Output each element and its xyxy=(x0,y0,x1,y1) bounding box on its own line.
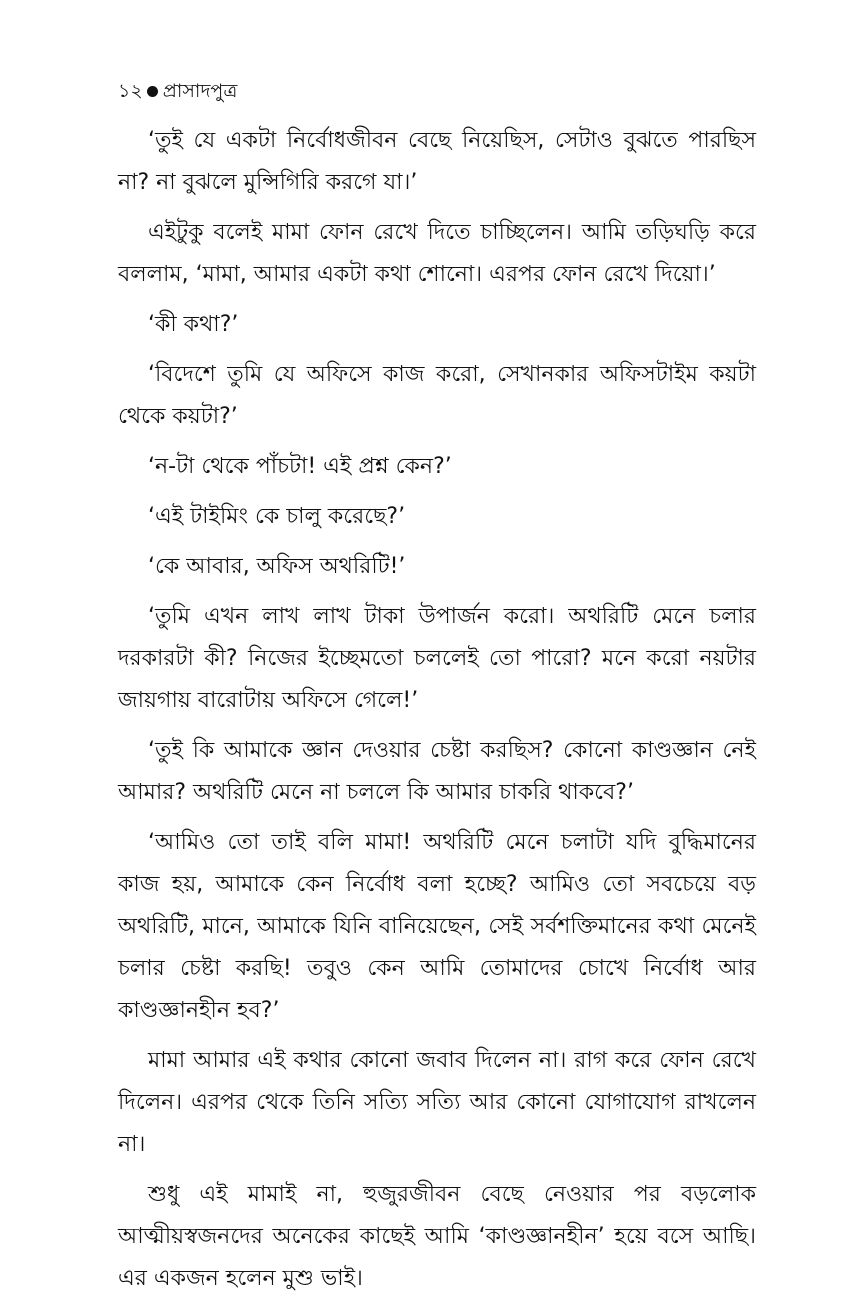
paragraph: ‘তুই যে একটা নির্বোধজীবন বেছে নিয়েছিস, সেটাও বুঝতে পারছিস না? না বুঝলে মুন্সিগিরি করগে যা।’ xyxy=(118,128,756,195)
paragraph: মামা আমার এই কথার কোনো জবাব দিলেন না। রাগ করে ফোন রেখে দিলেন। এরপর থেকে তিনি সত্যি সত্যি আর কোনো যোগাযোগ রাখলেন না। xyxy=(118,1048,756,1157)
running-header xyxy=(118,76,756,106)
paragraph: শুধু এই মামাই না, হুজুরজীবন বেছে নেওয়ার পর বড়লোক আত্মীয়স্বজনদের অনেকের কাছেই আমি ‘কাণ্ডজ্ঞানহীন’ হয়ে বসে আছি। এর একজন হলেন মুশু ভাই। xyxy=(118,1182,756,1291)
body-text xyxy=(118,120,756,1300)
paragraph: ‘কী কথা?’ xyxy=(148,312,239,337)
book-title: প্রাসাদপুত্র xyxy=(162,80,238,102)
paragraph: ‘বিদেশে তুমি যে অফিসে কাজ করো, সেখানকার অফিসটাইম কয়টা থেকে কয়টা?’ xyxy=(118,362,756,429)
paragraph: ‘কে আবার, অফিস অথরিটি!’ xyxy=(148,554,406,579)
bullet-dot-icon xyxy=(147,86,158,97)
paragraph: ‘আমিও তো তাই বলি মামা! অথরিটি মেনে চলাটা যদি বুদ্ধিমানের কাজ হয়, আমাকে কেন নির্বোধ বলা হচ্ছে? আমিও তো সবচেয়ে বড় অথরিটি, মানে, আমাকে যিনি বানিয়েছেন, সেই সর্বশক্তিমানের কথা মেনেই চলার চেষ্টা করছি! তবুও কেন আমি তোমাদের চোখে নির্বোধ আর কাণ্ডজ্ঞানহীন হব?’ xyxy=(118,830,756,1023)
page-number: ১২ xyxy=(118,80,143,102)
paragraph: ‘ন-টা থেকে পাঁচটা! এই প্রশ্ন কেন?’ xyxy=(148,454,452,479)
paragraph: ‘তুমি এখন লাখ লাখ টাকা উপার্জন করো। অথরিটি মেনে চলার দরকারটা কী? নিজের ইচ্ছেমতো চললেই তো পারো? মনে করো নয়টার জায়গায় বারোটায় অফিসে গেলে!’ xyxy=(118,604,756,713)
paragraph: ‘এই টাইমিং কে চালু করেছে?’ xyxy=(148,504,406,529)
paragraph: এইটুকু বলেই মামা ফোন রেখে দিতে চাচ্ছিলেন। আমি তড়িঘড়ি করে বললাম, ‘মামা, আমার একটা কথা শোনো। এরপর ফোন রেখে দিয়ো।’ xyxy=(118,220,756,287)
paragraph: ‘তুই কি আমাকে জ্ঞান দেওয়ার চেষ্টা করছিস? কোনো কাণ্ডজ্ঞান নেই আমার? অথরিটি মেনে না চললে কি আমার চাকরি থাকবে?’ xyxy=(118,738,756,805)
